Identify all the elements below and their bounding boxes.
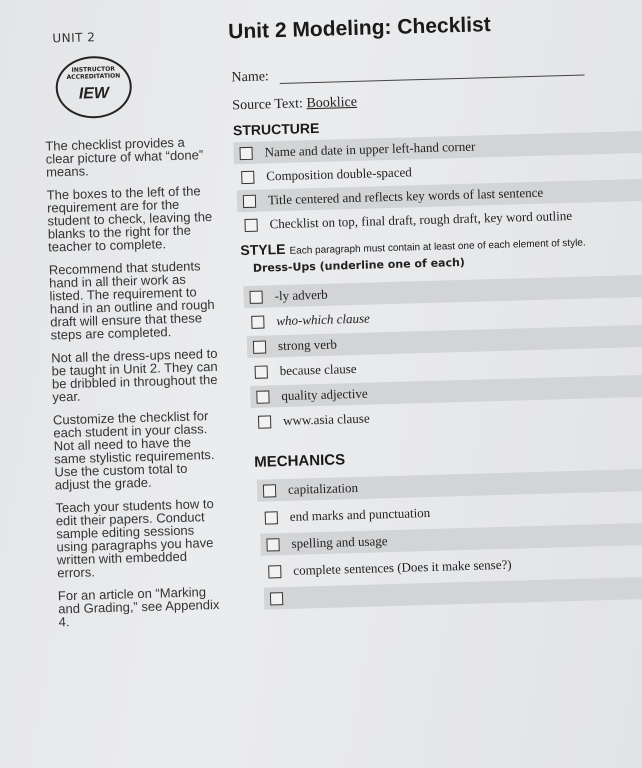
style-heading-text: STYLE bbox=[240, 240, 286, 259]
checkbox[interactable] bbox=[253, 340, 266, 353]
checkbox[interactable] bbox=[256, 390, 269, 403]
badge-line1: INSTRUCTOR bbox=[71, 65, 116, 74]
item-label: end marks and punctuation bbox=[289, 504, 431, 524]
source-text bbox=[232, 95, 357, 114]
note-paragraph: The boxes to the left of the requirement are for the student to check, leaving the blanks to the right for the teacher to complete. bbox=[46, 183, 213, 255]
unit-label: UNIT 2 bbox=[52, 30, 96, 46]
style-heading bbox=[240, 231, 640, 258]
source-value: Booklice bbox=[306, 94, 358, 112]
checkbox[interactable] bbox=[255, 365, 268, 378]
checkbox[interactable] bbox=[239, 146, 252, 159]
checkbox[interactable] bbox=[251, 315, 264, 328]
structure-heading: STRUCTURE bbox=[232, 119, 320, 139]
item-label: www.asia clause bbox=[282, 410, 370, 429]
item-label: Name and date in upper left-hand corner bbox=[264, 138, 476, 160]
item-label: quality adjective bbox=[281, 385, 368, 404]
dress-ups-subheading: Dress-Ups (underline one of each) bbox=[252, 255, 466, 275]
item-label: because clause bbox=[279, 360, 357, 379]
note-paragraph: Customize the checklist for each student in your class. Not all need to have the same stylistic requirements. Use the custom total to adjust the grade. bbox=[52, 408, 215, 493]
checkbox[interactable] bbox=[249, 290, 262, 303]
checkbox[interactable] bbox=[258, 415, 271, 428]
checkbox[interactable] bbox=[243, 194, 256, 207]
item-label: capitalization bbox=[287, 479, 359, 497]
note-paragraph: Teach your students how to edit their papers. Conduct sample editing sessions using paragraphs you have written with embedded errors. bbox=[55, 496, 214, 581]
note-paragraph: The checklist provides a clear picture of what “done” means. bbox=[45, 134, 204, 180]
checkbox[interactable] bbox=[263, 484, 276, 497]
checkbox[interactable] bbox=[265, 511, 278, 524]
checkbox[interactable] bbox=[241, 170, 254, 183]
accreditation-badge bbox=[55, 55, 133, 119]
checkbox[interactable] bbox=[244, 218, 257, 231]
checkbox[interactable] bbox=[270, 592, 283, 605]
name-blank-line[interactable] bbox=[280, 74, 585, 84]
source-label: Source Text: bbox=[232, 96, 304, 114]
mechanics-heading: MECHANICS bbox=[254, 451, 346, 471]
item-label: Composition double-spaced bbox=[266, 164, 412, 184]
item-label: Checklist on top, final draft, rough draft, key word outline bbox=[269, 207, 573, 232]
iew-logo: IEW bbox=[78, 84, 110, 103]
item-label: Title centered and reflects key words of last sentence bbox=[267, 184, 544, 208]
item-label: -ly adverb bbox=[274, 286, 328, 304]
teacher-notes bbox=[45, 135, 229, 639]
checkbox[interactable] bbox=[268, 565, 281, 578]
item-label: strong verb bbox=[277, 336, 338, 354]
item-label: who-which clause bbox=[276, 310, 371, 329]
note-paragraph: For an article on “Marking and Grading,” see Appendix 4. bbox=[57, 584, 220, 630]
item-label: complete sentences (Does it make sense?) bbox=[293, 556, 512, 578]
item-label: spelling and usage bbox=[291, 533, 388, 551]
name-label: Name: bbox=[231, 69, 270, 86]
badge-line2: ACCREDITATION bbox=[66, 72, 121, 81]
note-paragraph: Recommend that students hand in all their work as listed. The requirement to hand in an outline and rough draft will ensure that these steps are completed. bbox=[48, 258, 215, 343]
page-title: Unit 2 Modeling: Checklist bbox=[227, 13, 491, 44]
checkbox[interactable] bbox=[266, 538, 279, 551]
style-note: Each paragraph must contain at least one of each element of style. bbox=[289, 237, 586, 257]
note-paragraph: Not all the dress-ups need to be taught in Unit 2. They can be dribbled in throughout the year. bbox=[51, 345, 218, 405]
